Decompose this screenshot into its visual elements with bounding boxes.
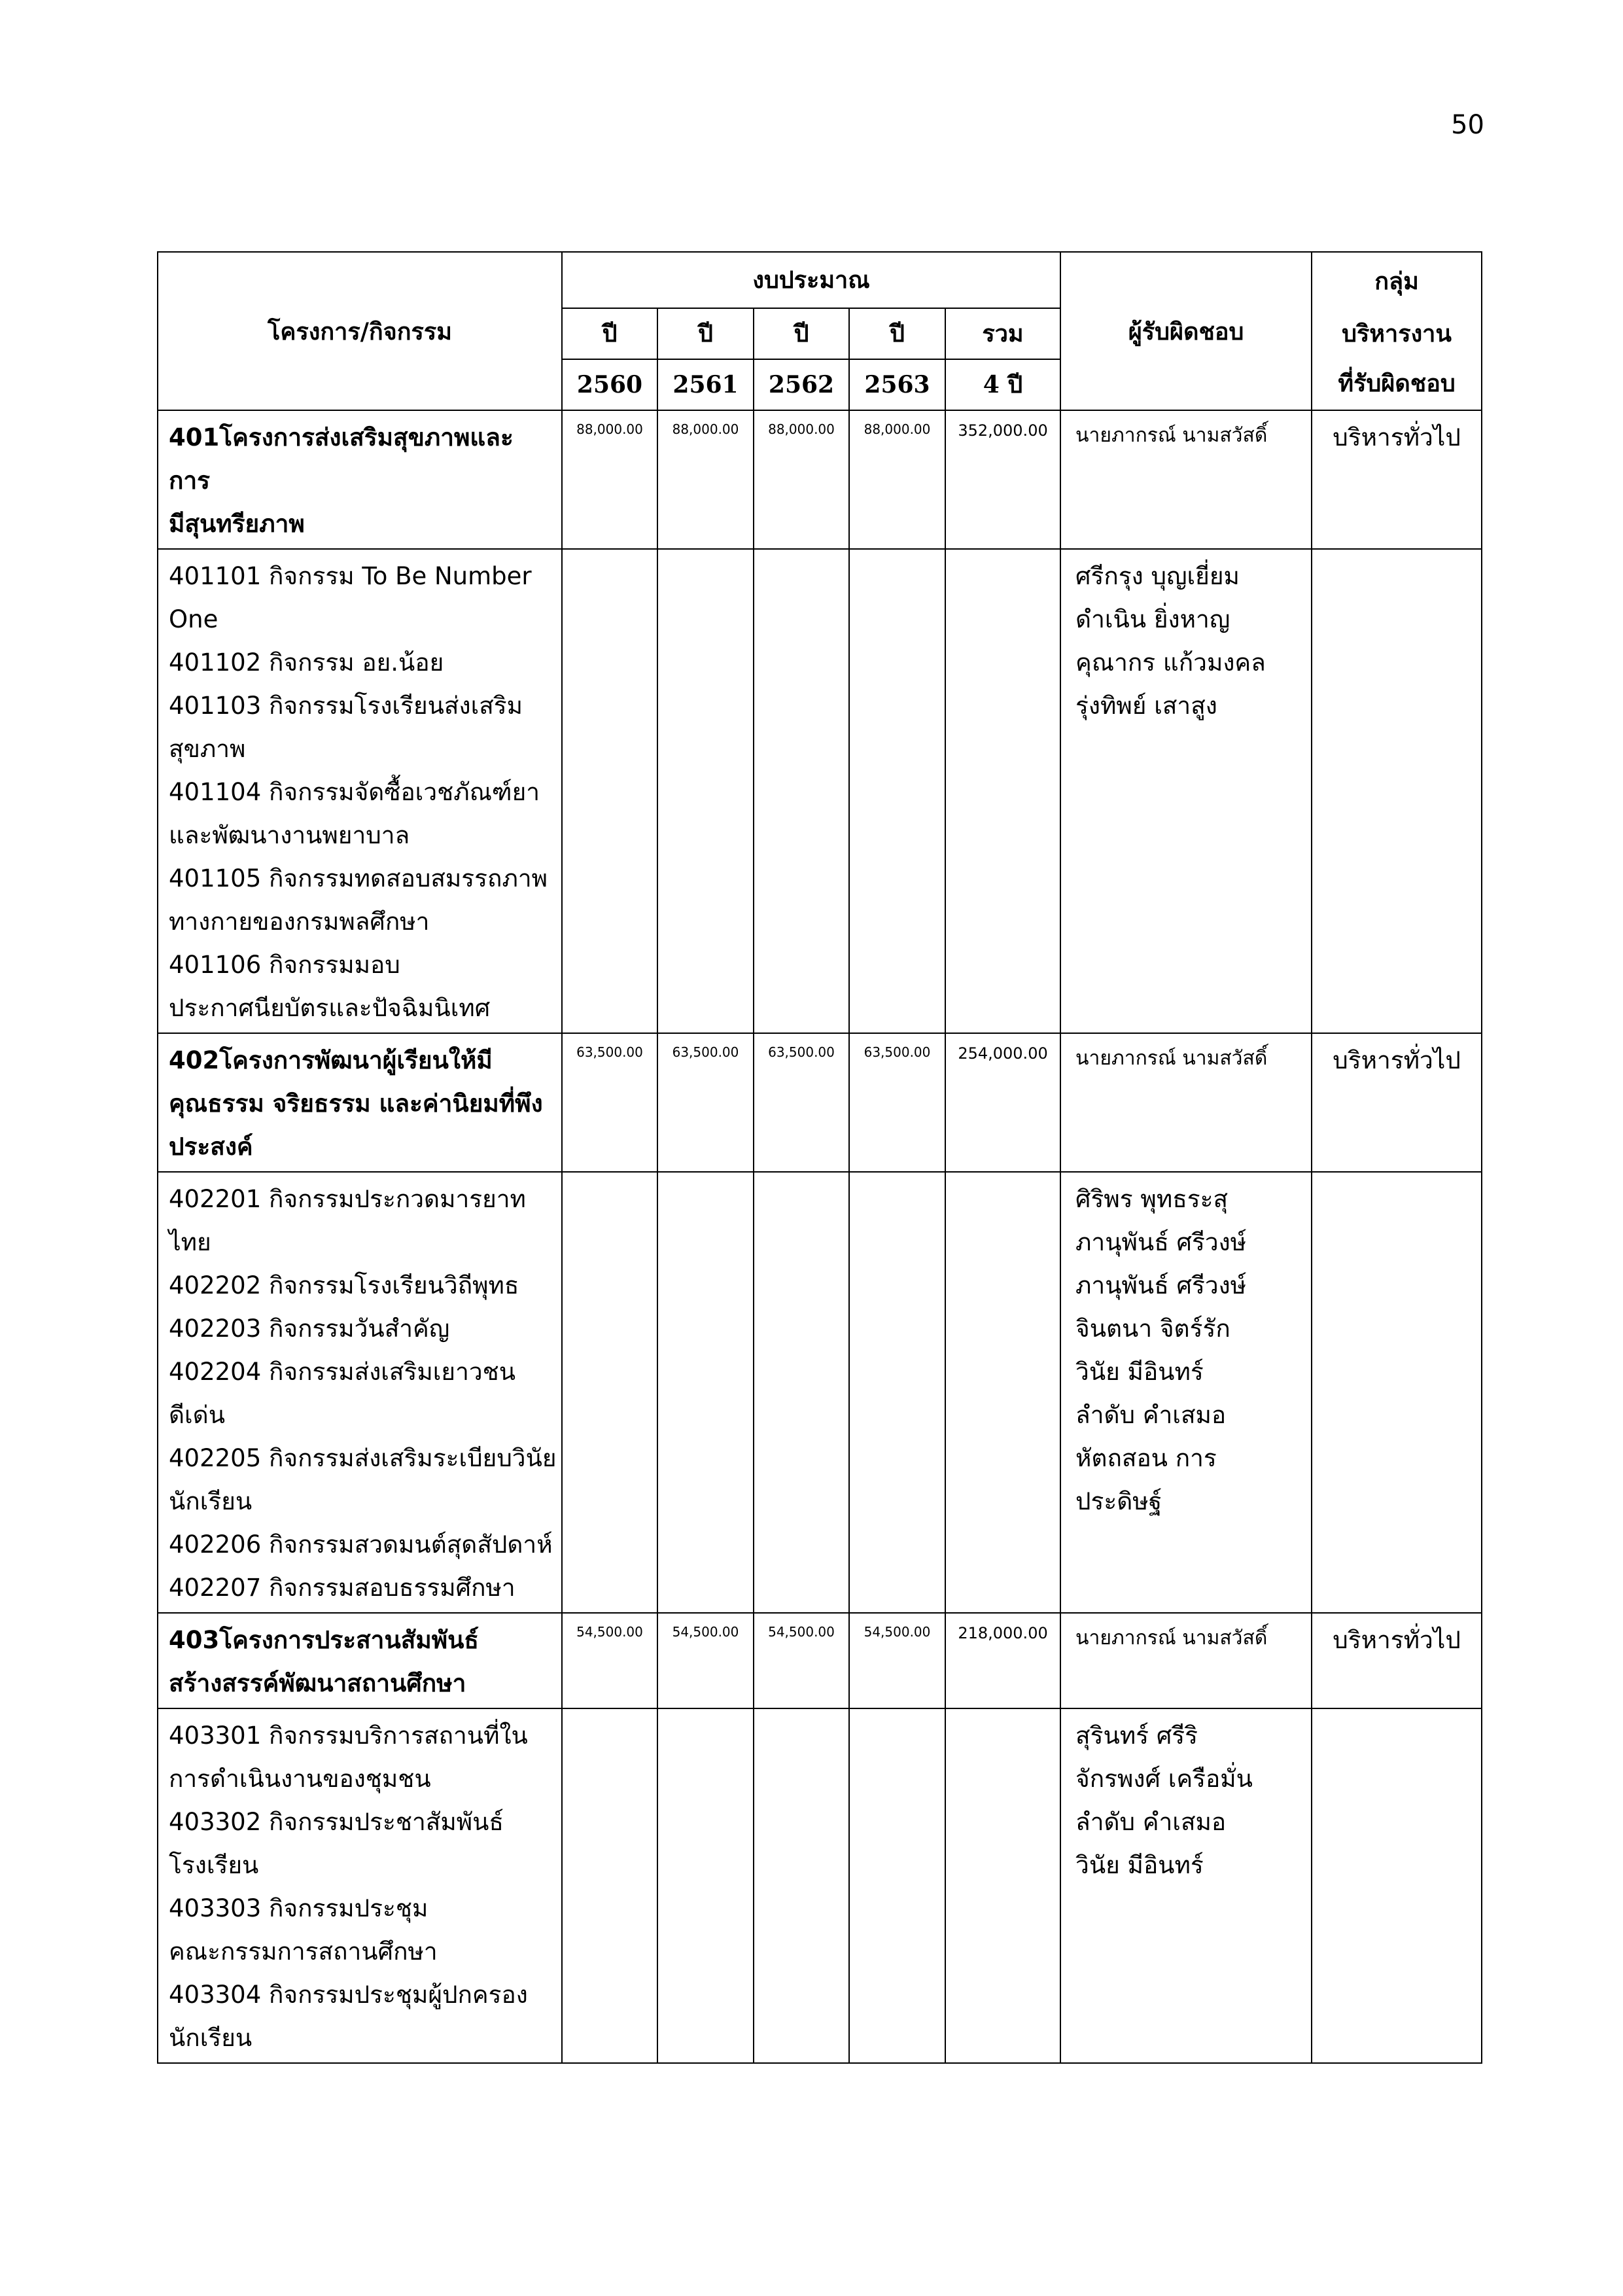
header-responsible: ผู้รับผิดชอบ [1060, 252, 1312, 410]
budget-total: 218,000.00 [945, 1613, 1060, 1708]
person-name: ภานุพันธ์ ศรีวงษ์ [1075, 1271, 1247, 1299]
activity-line: 401102 กิจกรรม อย.น้อย [169, 648, 444, 677]
empty-cell [754, 1708, 849, 2063]
header-group: กลุ่ม บริหารงาน ที่รับผิดชอบ [1312, 252, 1482, 410]
person-name: ประดิษฐ์ [1075, 1487, 1162, 1515]
person-name: จินตนา จิตร์รัก [1075, 1315, 1230, 1343]
header-year-label: ปี [754, 308, 849, 359]
person-name: ดำเนิน ยิ่งหาญ [1075, 605, 1230, 633]
header-year-2560: 2560 [562, 359, 657, 410]
project-title: 401โครงการส่งเสริมสุขภาพและการ มีสุนทรียภาพ [158, 410, 562, 549]
header-year-2563: 2563 [849, 359, 945, 410]
empty-cell [562, 549, 657, 1033]
activity-row-403 [158, 1708, 1482, 2063]
empty-cell [1312, 549, 1482, 1033]
budget-total: 254,000.00 [945, 1033, 1060, 1172]
activity-line: 402205 กิจกรรมส่งเสริมระเบียบวินัย [169, 1444, 557, 1472]
responsible-group: บริหารทั่วไป [1312, 1613, 1482, 1708]
activity-line: การดำเนินงานของชุมชน [169, 1765, 431, 1793]
person-name: ลำดับ คำเสมอ [1075, 1808, 1227, 1836]
activity-line: 403301 กิจกรรมบริการสถานที่ใน [169, 1722, 528, 1750]
person-name: จักรพงศ์ เครือมั่น [1075, 1765, 1253, 1793]
person-name: ภานุพันธ์ ศรีวงษ์ [1075, 1228, 1247, 1256]
activity-line: นักเรียน [169, 1487, 253, 1515]
budget-2563: 54,500.00 [849, 1613, 945, 1708]
activity-line: ทางกายของกรมพลศึกษา [169, 908, 430, 936]
empty-cell [657, 1708, 754, 2063]
person-name: วินัย มีอินทร์ [1075, 1851, 1204, 1879]
activity-owners [1060, 1172, 1312, 1613]
budget-2562: 63,500.00 [754, 1033, 849, 1172]
header-year-2561: 2561 [657, 359, 754, 410]
person-name: ศรีกรุง บุญเยี่ยม [1075, 562, 1240, 590]
page-number: 50 [1451, 110, 1484, 140]
person-name: ศิริพร พุทธระสุ [1075, 1185, 1229, 1213]
activity-line: 401101 กิจกรรม To Be Number [169, 562, 532, 590]
header-total-label: รวม [945, 308, 1060, 359]
activity-line: 402202 กิจกรรมโรงเรียนวิถีพุทธ [169, 1271, 519, 1299]
empty-cell [657, 1172, 754, 1613]
activity-line: นักเรียน [169, 2024, 253, 2052]
activity-list [158, 549, 562, 1033]
activity-row-401 [158, 549, 1482, 1033]
header-year-label: ปี [657, 308, 754, 359]
person-name: รุ่งทิพย์ เสาสูง [1075, 692, 1217, 720]
budget-2563: 63,500.00 [849, 1033, 945, 1172]
responsible-group: บริหารทั่วไป [1312, 1033, 1482, 1172]
activity-line: 401106 กิจกรรมมอบ [169, 951, 400, 979]
budget-2562: 88,000.00 [754, 410, 849, 549]
activity-line: 403304 กิจกรรมประชุมผู้ปกครอง [169, 1981, 528, 2009]
empty-cell [1312, 1172, 1482, 1613]
budget-2563: 88,000.00 [849, 410, 945, 549]
header-year-2562: 2562 [754, 359, 849, 410]
empty-cell [562, 1172, 657, 1613]
empty-cell [849, 1172, 945, 1613]
activity-line: สุขภาพ [169, 735, 246, 763]
header-year-label: ปี [562, 308, 657, 359]
empty-cell [1312, 1708, 1482, 2063]
activity-line: คณะกรรมการสถานศึกษา [169, 1937, 438, 1966]
empty-cell [754, 549, 849, 1033]
activity-line: ดีเด่น [169, 1401, 225, 1429]
project-title: 402โครงการพัฒนาผู้เรียนให้มี คุณธรรม จริยธรรม และค่านิยมที่พึง ประสงค์ [158, 1033, 562, 1172]
empty-cell [562, 1708, 657, 2063]
activity-line: 401103 กิจกรรมโรงเรียนส่งเสริม [169, 692, 523, 720]
header-project-activity: โครงการ/กิจกรรม [158, 252, 562, 410]
project-owner: นายภากรณ์ นามสวัสดิ์ [1060, 410, 1312, 549]
project-owner: นายภากรณ์ นามสวัสดิ์ [1060, 1033, 1312, 1172]
budget-2560: 63,500.00 [562, 1033, 657, 1172]
activity-line: 403302 กิจกรรมประชาสัมพันธ์ [169, 1808, 504, 1836]
activity-line: ประกาศนียบัตรและปัจฉิมนิเทศ [169, 994, 491, 1022]
person-name: วินัย มีอินทร์ [1075, 1358, 1204, 1386]
activity-list [158, 1172, 562, 1613]
budget-2560: 54,500.00 [562, 1613, 657, 1708]
activity-owners [1060, 1708, 1312, 2063]
budget-2561: 88,000.00 [657, 410, 754, 549]
budget-2561: 54,500.00 [657, 1613, 754, 1708]
activity-line: 403303 กิจกรรมประชุม [169, 1894, 428, 1922]
project-title: 403โครงการประสานสัมพันธ์ สร้างสรรค์พัฒนาสถานศึกษา [158, 1613, 562, 1708]
header-year-label: ปี [849, 308, 945, 359]
budget-2562: 54,500.00 [754, 1613, 849, 1708]
responsible-group: บริหารทั่วไป [1312, 410, 1482, 549]
activity-line: 402204 กิจกรรมส่งเสริมเยาวชน [169, 1358, 516, 1386]
project-row-403 [158, 1613, 1482, 1708]
activity-row-402 [158, 1172, 1482, 1613]
activity-line: One [169, 605, 218, 633]
activity-list [158, 1708, 562, 2063]
activity-line: 402203 กิจกรรมวันสำคัญ [169, 1315, 450, 1343]
activity-line: และพัฒนางานพยาบาล [169, 821, 410, 849]
activity-line: 401105 กิจกรรมทดสอบสมรรถภาพ [169, 864, 548, 892]
activity-line: 402201 กิจกรรมประกวดมารยาท [169, 1185, 526, 1213]
empty-cell [945, 549, 1060, 1033]
person-name: สุรินทร์ ศรีริ [1075, 1722, 1198, 1750]
project-row-401 [158, 410, 1482, 549]
header-budget: งบประมาณ [562, 252, 1060, 308]
budget-2561: 63,500.00 [657, 1033, 754, 1172]
person-name: หัตถสอน การ [1075, 1444, 1217, 1472]
activity-line: 402207 กิจกรรมสอบธรรมศึกษา [169, 1574, 515, 1602]
activity-line: 401104 กิจกรรมจัดซื้อเวชภัณฑ์ยา [169, 778, 540, 806]
budget-table [157, 251, 1482, 2064]
activity-line: 402206 กิจกรรมสวดมนต์สุดสัปดาห์ [169, 1530, 553, 1559]
person-name: ลำดับ คำเสมอ [1075, 1401, 1227, 1429]
activity-line: ไทย [169, 1228, 211, 1256]
person-name: คุณากร แก้วมงคล [1075, 648, 1266, 677]
project-owner: นายภากรณ์ นามสวัสดิ์ [1060, 1613, 1312, 1708]
activity-owners [1060, 549, 1312, 1033]
empty-cell [849, 549, 945, 1033]
empty-cell [849, 1708, 945, 2063]
empty-cell [657, 549, 754, 1033]
header-total-years: 4 ปี [945, 359, 1060, 410]
empty-cell [754, 1172, 849, 1613]
budget-total: 352,000.00 [945, 410, 1060, 549]
empty-cell [945, 1172, 1060, 1613]
project-row-402 [158, 1033, 1482, 1172]
budget-2560: 88,000.00 [562, 410, 657, 549]
activity-line: โรงเรียน [169, 1851, 259, 1879]
empty-cell [945, 1708, 1060, 2063]
